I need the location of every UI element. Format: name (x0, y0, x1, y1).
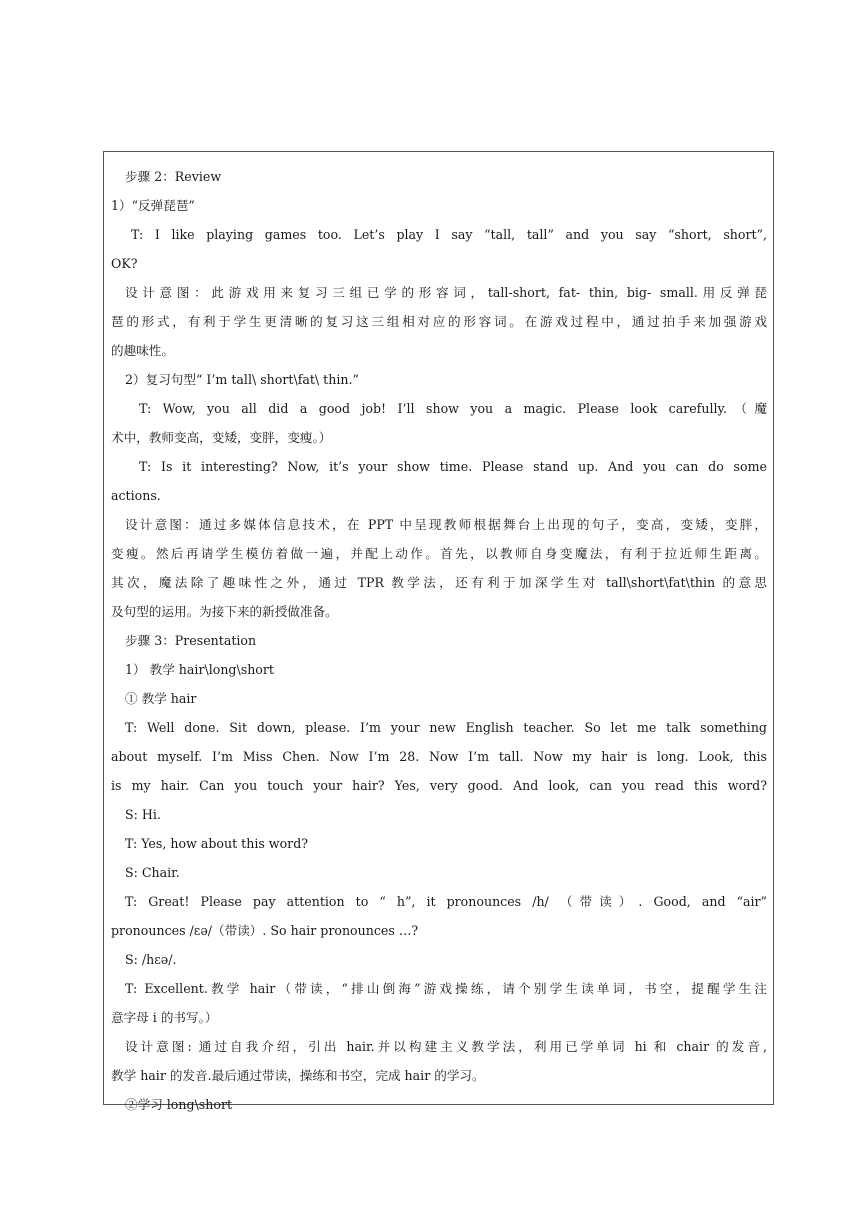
text-line: T: Great! Please pay attention to “ h”, it pronounces /h/ （带读）. Good, and “air” (125, 894, 767, 909)
text-line: 其次，魔法除了趣味性之外，通过 TPR 教学法，还有利于加深学生对 tall\short\fat\thin 的意思 (111, 575, 767, 590)
text-line: 的趣味性。 (111, 343, 174, 358)
text-line: S: /hɛə/. (125, 952, 177, 967)
text-line: 意字母 i 的书写。） (111, 1010, 218, 1025)
text-line: 1） 教学 hair\long\short (125, 662, 274, 677)
text-line: 琶的形式，有利于学生更清晰的复习这三组相对应的形容词。在游戏过程中，通过拍手来加强游戏 (111, 314, 767, 329)
text-line: 设计意图: 通过自我介绍，引出 hair.并以构建主义教学法，利用已学单词 hi 和 chair 的发音, (125, 1039, 767, 1054)
text-line: 步骤 2：Review (125, 169, 222, 184)
lesson-plan-table-cell (103, 151, 774, 1112)
text-line: T: I like playing games too. Let’s play I say “tall, tall” and you say “short, short”, (131, 227, 767, 242)
text-line: T: Yes, how about this word? (125, 836, 309, 851)
text-line: T: Is it interesting? Now, it’s your show time. Please stand up. And you can do some (139, 459, 767, 474)
text-line: T: Well done. Sit down, please. I’m your new English teacher. So let me talk something (125, 720, 767, 735)
text-line: 2）复习句型“ I’m tall\ short\fat\ thin.” (125, 372, 359, 387)
text-line: S: Chair. (125, 865, 180, 880)
text-line: actions. (111, 488, 161, 503)
text-line: pronounces /ɛə/（带读）. So hair pronounces …? (111, 923, 419, 938)
text-line: 设计意图：通过多媒体信息技术，在 PPT 中呈现教师根据舞台上出现的句子，变高，变矮，变胖， (125, 517, 767, 532)
text-line: 变瘦。然后再请学生模仿着做一遍，并配上动作。首先，以教师自身变魔法，有利于拉近师生距离。 (111, 546, 767, 561)
text-line: 设计意图：此游戏用来复习三组已学的形容词，tall-short, fat- thin, big- small.用反弹琵 (125, 285, 767, 300)
text-line: S: Hi. (125, 807, 161, 822)
text-line: T: Wow, you all did a good job! I’ll show you a magic. Please look carefully.（魔 (139, 401, 767, 416)
text-line: 1）“反弹琵琶” (111, 198, 195, 213)
text-line: ②学习 long\short (125, 1097, 233, 1112)
text-line: OK? (111, 256, 138, 271)
text-line: 教学 hair 的发音.最后通过带读，操练和书空，完成 hair 的学习。 (111, 1068, 485, 1083)
text-line: 术中，教师变高，变矮，变胖，变瘦。） (111, 430, 332, 445)
text-line: is my hair. Can you touch your hair? Yes, very good. And look, can you read this word? (111, 778, 767, 793)
text-line: 及句型的运用。为接下来的新授做准备。 (111, 604, 338, 619)
text-line: T: Excellent.教学 hair（带读，“排山倒海”游戏操练，请个别学生读单词，书空，提醒学生注 (125, 981, 767, 996)
text-line: 步骤 3：Presentation (125, 633, 257, 648)
text-line: ① 教学 hair (125, 691, 197, 706)
text-line: about myself. I’m Miss Chen. Now I’m 28. Now I’m tall. Now my hair is long. Look, this (111, 749, 767, 764)
